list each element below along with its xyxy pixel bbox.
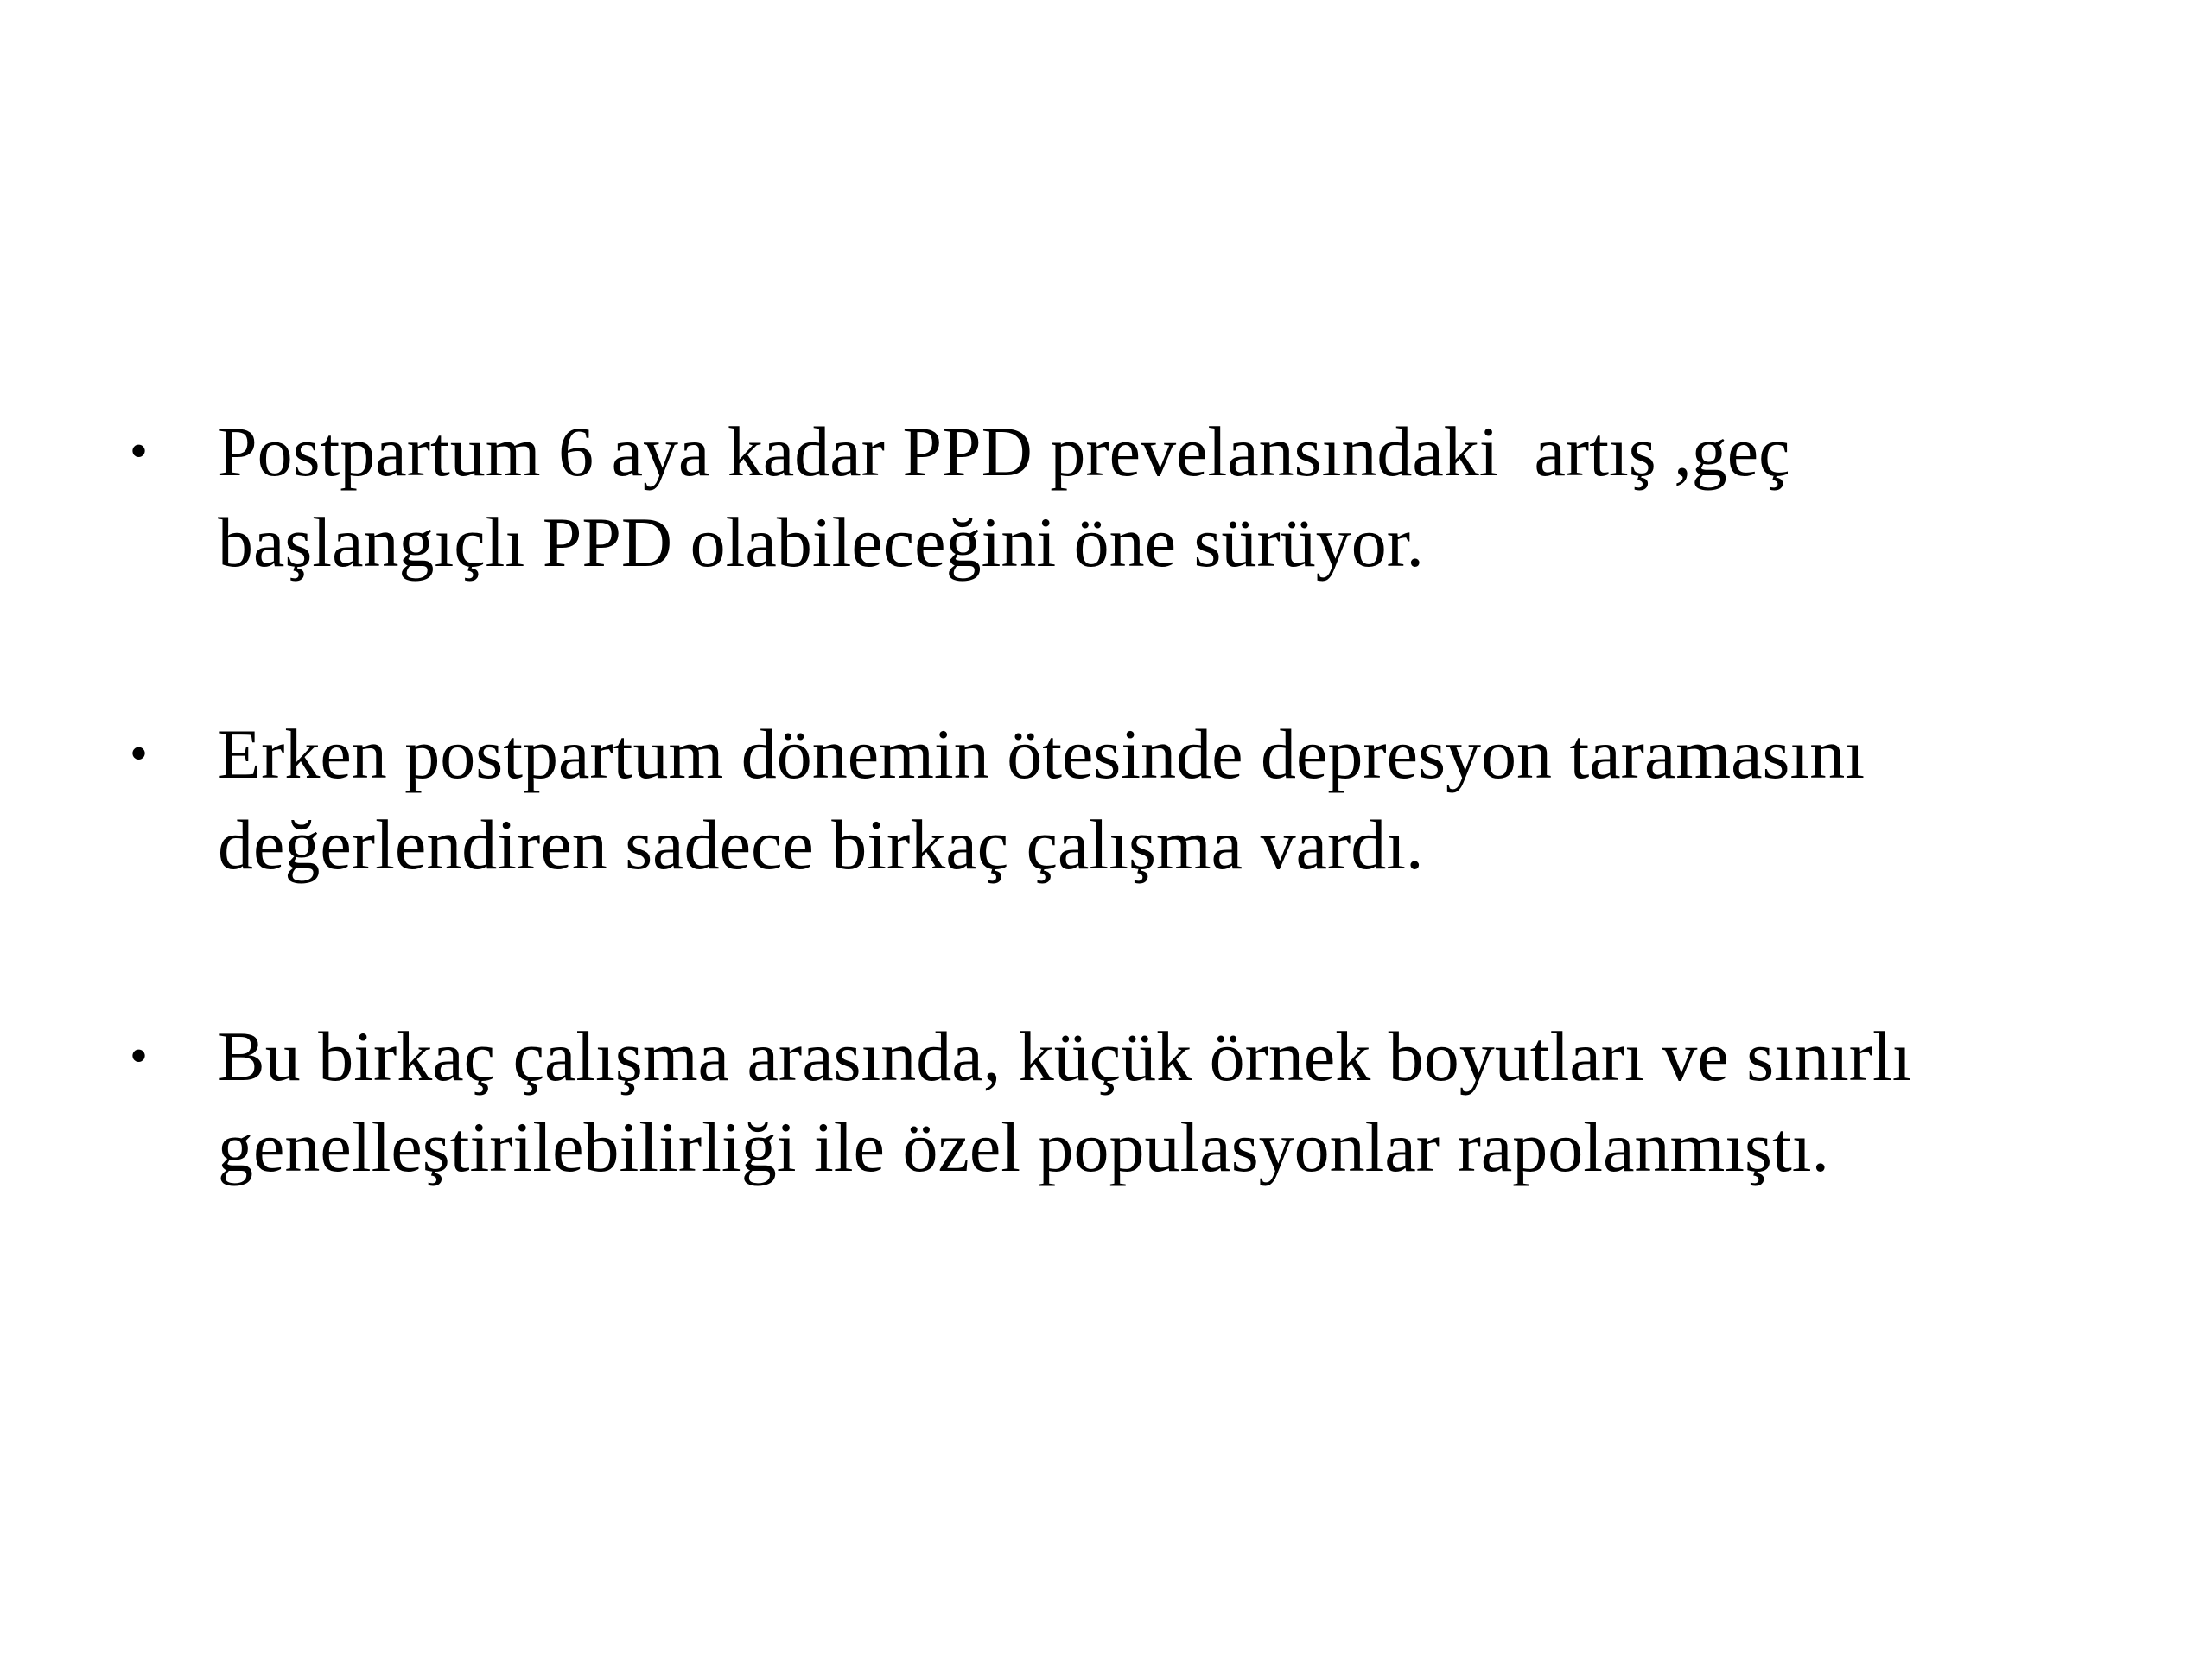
bullet-item [130,406,2074,588]
bullet-item [130,1011,2074,1192]
bullet-text-line: Postpartum 6 aya kadar PPD prevelansındaki artış ,geç [218,412,1790,491]
bullet-text-line: genelleştirilebilirliği ile özel populasyonlar rapolanmıştı. [218,1108,1830,1186]
bullet-list [130,406,2074,1192]
bullet-text-line: başlangıçlı PPD olabileceğini öne sürüyor. [218,503,1425,582]
bullet-icon: • [130,725,149,782]
bullet-text-line: Bu birkaç çalışma arasında, küçük örnek boyutları ve sınırlı [218,1017,1912,1096]
bullet-text-line: Erken postpartum dönemin ötesinde depresyon taramasını [218,715,1866,793]
bullet-item [130,709,2074,890]
bullet-text-line: değerlendiren sadece birkaç çalışma vardı. [218,805,1424,884]
bullet-icon: • [130,1027,149,1084]
bullet-icon: • [130,423,149,480]
